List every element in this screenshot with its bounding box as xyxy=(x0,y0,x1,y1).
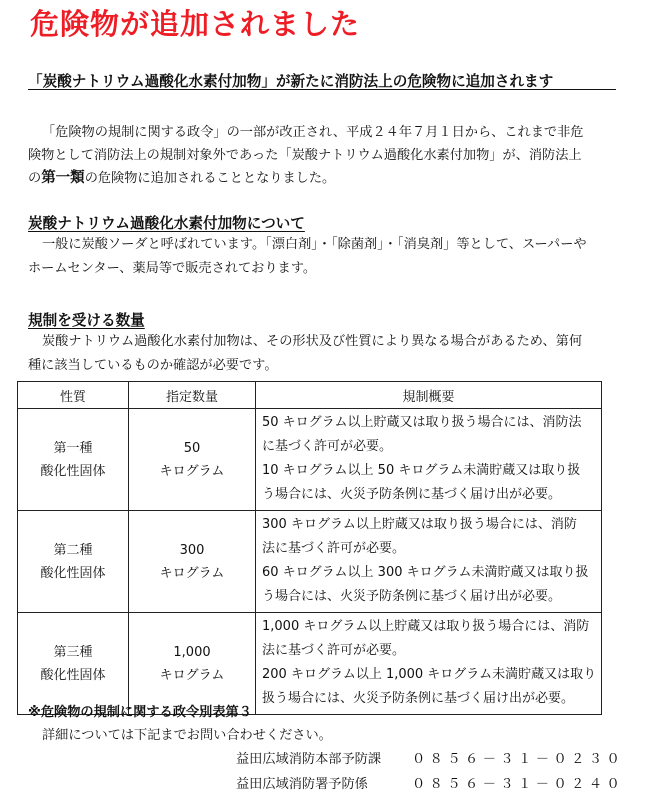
table-row xyxy=(18,511,602,613)
header-summary: 規制概要 xyxy=(256,382,602,409)
page-title: 危険物が追加されました xyxy=(30,7,361,41)
summary-line: 扱う場合には、火災予防条例に基づく届け出が必要。 xyxy=(262,691,575,706)
quantity-value: 1,000 xyxy=(173,644,211,660)
summary-line: 60 キログラム以上 300 キログラム未満貯蔵又は取り扱 xyxy=(262,565,589,580)
summary-line: 10 キログラム以上 50 キログラム未満貯蔵又は取り扱 xyxy=(262,463,581,478)
summary-line: 法に基づく許可が必要。 xyxy=(262,541,406,556)
about-line-1: 一般に炭酸ソーダと呼ばれています。「漂白剤」・「除菌剤」・「消臭剤」等として、スーパーや xyxy=(42,237,587,252)
quantity-unit: キログラム xyxy=(159,565,225,581)
intro-line-1: 「危険物の規制に関する政令」の一部が改正され、平成２４年７月１日から、これまで非危 xyxy=(42,125,584,140)
contact-name: 益田広域消防本部予防課 xyxy=(236,752,382,767)
intro-line-3 xyxy=(28,167,618,190)
summary-line: 300 キログラム以上貯蔵又は取り扱う場合には、消防 xyxy=(262,517,577,532)
nature-cell xyxy=(18,409,129,511)
table-row xyxy=(18,409,602,511)
intro-line-3-pre: の xyxy=(28,171,42,186)
contact-note: 詳細については下記までお問い合わせください。 xyxy=(42,728,332,743)
intro-paragraph xyxy=(28,121,618,190)
contact-entry xyxy=(236,748,625,767)
quantity-cell xyxy=(129,613,256,715)
class-type: 酸化性固体 xyxy=(40,463,106,479)
nature-cell xyxy=(18,613,129,715)
section-heading-about: 炭酸ナトリウム過酸化水素付加物について xyxy=(28,215,305,232)
summary-cell xyxy=(256,511,602,613)
regulation-table xyxy=(17,381,602,715)
summary-line: に基づく許可が必要。 xyxy=(262,439,393,454)
section-heading-quantity: 規制を受ける数量 xyxy=(28,312,145,329)
contact-phone: ０８５６－３１－０２４０ xyxy=(412,777,625,792)
summary-cell xyxy=(256,613,602,715)
class-name: 第二種 xyxy=(53,542,93,558)
quantity-line-1: 炭酸ナトリウム過酸化水素付加物は、その形状及び性質により異なる場合があるため、第何 xyxy=(42,334,583,349)
summary-cell xyxy=(256,409,602,511)
summary-line: う場合には、火災予防条例に基づく届け出が必要。 xyxy=(262,487,562,502)
class-one-emphasis: 第一類 xyxy=(41,170,85,186)
section-about-text xyxy=(28,233,620,281)
summary-line: 1,000 キログラム以上貯蔵又は取り扱う場合には、消防 xyxy=(262,619,590,634)
subtitle: 「炭酸ナトリウム過酸化水素付加物」が新たに消防法上の危険物に追加されます xyxy=(28,73,554,90)
summary-line: う場合には、火災予防条例に基づく届け出が必要。 xyxy=(262,589,562,604)
quantity-cell xyxy=(129,511,256,613)
subtitle-underline xyxy=(28,89,616,90)
quantity-line-2: 種に該当しているものか確認が必要です。 xyxy=(28,358,278,373)
summary-line: 法に基づく許可が必要。 xyxy=(262,643,406,658)
nature-cell xyxy=(18,511,129,613)
class-type: 酸化性固体 xyxy=(40,565,106,581)
summary-line: 200 キログラム以上 1,000 キログラム未満貯蔵又は取り xyxy=(262,667,597,682)
intro-line-3-post: の危険物に追加されることとなりました。 xyxy=(84,171,336,186)
class-name: 第一種 xyxy=(53,440,93,456)
table-row xyxy=(18,613,602,715)
contact-phone: ０８５６－３１－０２３０ xyxy=(412,752,625,767)
quantity-unit: キログラム xyxy=(159,667,225,683)
contact-name: 益田広域消防署予防係 xyxy=(236,777,368,792)
about-line-2: ホームセンター、薬局等で販売されております。 xyxy=(28,261,317,276)
contact-entry xyxy=(236,773,625,792)
quantity-value: 300 xyxy=(179,542,205,558)
intro-line-2: 険物として消防法上の規制対象外であった「炭酸ナトリウム過酸化水素付加物」が、消防法上 xyxy=(28,148,582,163)
section-quantity-text xyxy=(28,330,620,378)
class-name: 第三種 xyxy=(53,644,93,660)
quantity-unit: キログラム xyxy=(159,463,225,479)
header-quantity: 指定数量 xyxy=(129,382,256,409)
quantity-value: 50 xyxy=(183,440,201,456)
quantity-cell xyxy=(129,409,256,511)
table-footnote: ※危険物の規制に関する政令別表第３ xyxy=(28,705,252,720)
class-type: 酸化性固体 xyxy=(40,667,106,683)
summary-line: 50 キログラム以上貯蔵又は取り扱う場合には、消防法 xyxy=(262,415,582,430)
table-header-row xyxy=(18,382,602,409)
header-nature: 性質 xyxy=(18,382,129,409)
